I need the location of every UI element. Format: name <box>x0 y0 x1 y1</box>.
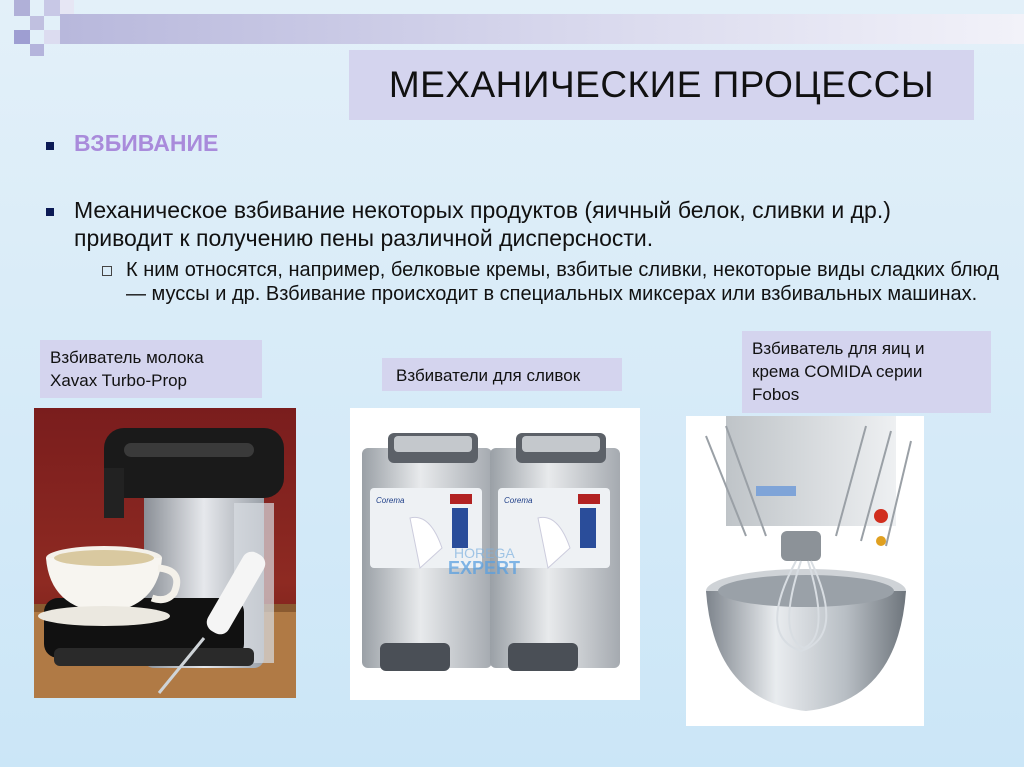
coffee-machine-icon <box>34 408 296 698</box>
caption-line: Взбиватель для яиц и <box>752 339 925 358</box>
square-bullet-icon <box>46 142 54 150</box>
decor-square <box>14 0 30 16</box>
slide-title: МЕХАНИЧЕСКИЕ ПРОЦЕССЫ <box>388 64 935 105</box>
caption-line: Fobos <box>752 385 800 404</box>
decor-square <box>30 16 44 30</box>
square-bullet-icon <box>46 208 54 216</box>
watermark-bottom: EXPERT <box>448 558 521 578</box>
decor-square <box>30 44 44 56</box>
decor-square <box>60 0 74 14</box>
heading-text: ВЗБИВАНИЕ <box>74 130 219 156</box>
caption-cream-whippers <box>382 358 622 391</box>
caption-egg-mixer <box>742 331 991 413</box>
decor-square <box>44 30 60 44</box>
slide-title-box <box>349 50 974 120</box>
header-gradient-strip <box>60 14 1024 44</box>
bullet-heading <box>46 130 218 157</box>
hollow-square-bullet-icon <box>102 266 112 276</box>
brand-label: Corema <box>504 496 533 505</box>
caption-line: Взбиватели для сливок <box>396 366 581 385</box>
caption-line: крема COMIDA серии <box>752 362 923 381</box>
caption-line: Xavax Turbo-Prop <box>50 371 188 390</box>
caption-line: Взбиватель молока <box>50 348 204 367</box>
description-text: Механическое взбивание некоторых продуктов (яичный белок, сливки и др.) приводит к получению пены различной дисперсности. <box>74 197 891 251</box>
sub-bullet <box>102 258 1002 306</box>
bullet-description <box>46 196 996 252</box>
photo-egg-mixer <box>686 416 924 726</box>
decor-square <box>44 0 60 16</box>
cream-whipper-icon <box>350 408 640 700</box>
watermark-top: HOREGA <box>454 545 515 561</box>
photo-milk-frother <box>34 408 296 698</box>
photo-cream-whippers <box>350 408 640 700</box>
caption-milk-frother <box>40 340 262 398</box>
sub-bullet-text: К ним относятся, например, белковые кремы, взбитые сливки, некоторые виды сладких блюд — муссы и др. Взбивание происходит в специальных миксерах или взбивальных машинах. <box>126 259 999 305</box>
decor-square <box>14 30 30 44</box>
brand-label: Corema <box>376 496 405 505</box>
planetary-mixer-icon <box>686 416 924 726</box>
decorative-header-bar <box>0 0 1024 56</box>
